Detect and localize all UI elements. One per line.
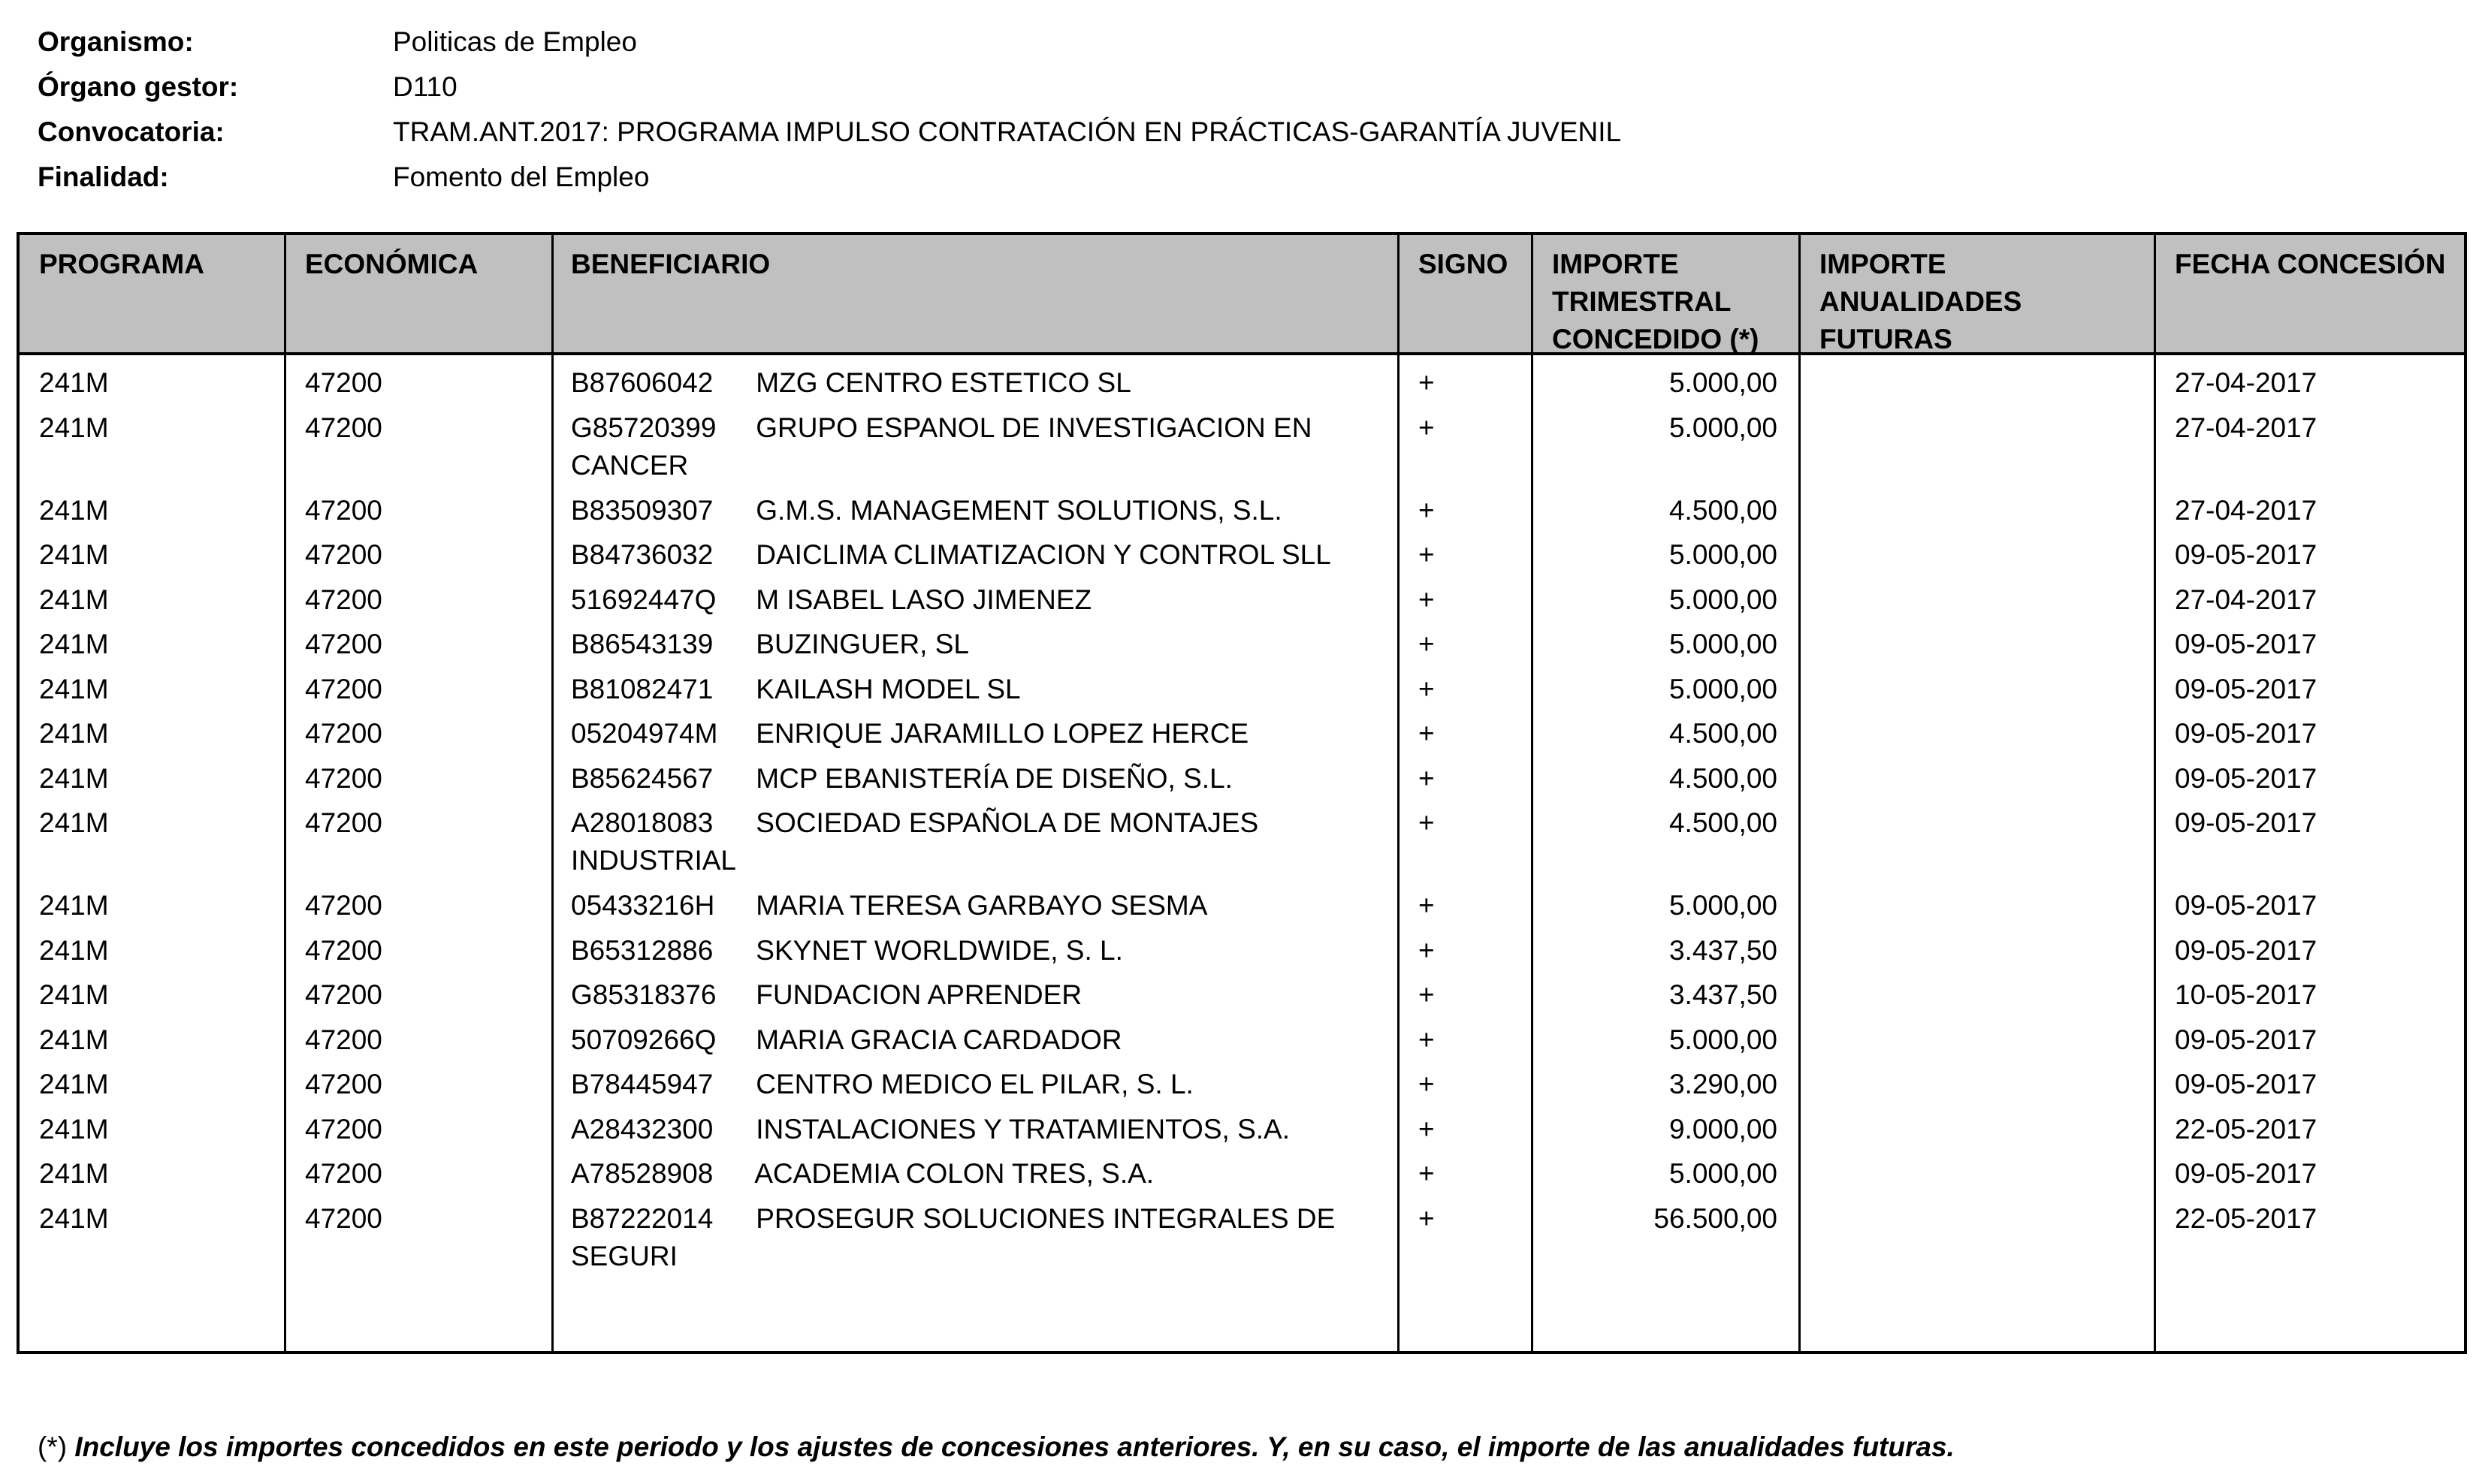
cell-signo: + — [1418, 584, 1435, 615]
beneficiario-nif: B86543139 — [571, 629, 714, 659]
column-header-importe-anualidades — [1819, 246, 2022, 358]
header-row-convocatoria — [38, 110, 2441, 155]
column-header-line: CONCEDIDO (*) — [1552, 324, 1759, 354]
beneficiario-nif: G85318376 — [571, 979, 717, 1010]
cell-importe: 5.000,00 — [1668, 1024, 1777, 1055]
cell-signo: + — [1418, 494, 1435, 526]
column-header-programa: PROGRAMA — [39, 249, 204, 279]
cell-beneficiario — [571, 1066, 1397, 1103]
cell-importe: 5.000,00 — [1668, 629, 1777, 659]
beneficiario-nombre: ACADEMIA COLON TRES, S.A. — [754, 1158, 1155, 1189]
header-row-organismo — [38, 20, 2441, 65]
cell-importe: 9.000,00 — [1668, 1113, 1777, 1145]
cell-programa: 241M — [39, 934, 109, 966]
cell-signo: + — [1418, 807, 1435, 838]
beneficiario-nombre: MARIA GRACIA CARDADOR — [756, 1024, 1122, 1055]
cell-economica: 47200 — [305, 718, 382, 749]
column-divider — [551, 235, 554, 1351]
header-row-finalidad — [38, 155, 2441, 200]
column-header-importe-trimestral — [1552, 246, 1759, 358]
cell-fecha: 10-05-2017 — [2175, 979, 2317, 1010]
footnote-text: Incluye los importes concedidos en este periodo y los ajustes de concesiones anteriores. Y, en su caso, el importe de las anualidades futuras. — [74, 1431, 1955, 1462]
beneficiario-nombre-continued: SEGURI — [571, 1240, 678, 1271]
cell-importe: 5.000,00 — [1668, 367, 1777, 398]
column-divider — [1397, 235, 1400, 1351]
beneficiario-nombre: FUNDACION APRENDER — [756, 979, 1082, 1010]
column-header-fecha: FECHA CONCESIÓN — [2175, 249, 2446, 279]
beneficiario-nombre-continued: INDUSTRIAL — [571, 845, 736, 876]
beneficiario-nif: B85624567 — [571, 762, 714, 794]
cell-economica: 47200 — [305, 1202, 382, 1234]
cell-signo: + — [1418, 367, 1435, 398]
footnote — [38, 1431, 1955, 1463]
column-divider — [2154, 235, 2156, 1351]
cell-beneficiario — [571, 1111, 1397, 1148]
cell-beneficiario — [571, 492, 1397, 529]
beneficiario-line — [571, 932, 1397, 970]
cell-importe: 4.500,00 — [1668, 807, 1777, 838]
cell-beneficiario — [571, 932, 1397, 970]
beneficiario-nombre: INSTALACIONES Y TRATAMIENTOS, S.A. — [756, 1113, 1290, 1145]
cell-programa: 241M — [39, 412, 109, 443]
beneficiario-nombre: SOCIEDAD ESPAÑOLA DE MONTAJES — [756, 807, 1259, 838]
cell-fecha: 09-05-2017 — [2175, 934, 2317, 966]
beneficiario-nif: B65312886 — [571, 934, 714, 966]
cell-signo: + — [1418, 673, 1435, 704]
cell-importe: 5.000,00 — [1668, 890, 1777, 921]
cell-beneficiario — [571, 715, 1397, 753]
cell-beneficiario — [571, 1200, 1397, 1275]
header-label: Organismo: — [38, 26, 194, 57]
header-value: Politicas de Empleo — [393, 26, 637, 57]
cell-economica: 47200 — [305, 890, 382, 921]
cell-programa: 241M — [39, 1158, 109, 1189]
header-value: D110 — [393, 71, 457, 102]
column-header-line: IMPORTE — [1552, 249, 1679, 279]
beneficiario-nombre-continued: CANCER — [571, 449, 689, 481]
cell-beneficiario — [571, 760, 1397, 798]
cell-economica: 47200 — [305, 934, 382, 966]
cell-fecha: 09-05-2017 — [2175, 673, 2317, 704]
cell-fecha: 09-05-2017 — [2175, 718, 2317, 749]
header-label: Finalidad: — [38, 161, 169, 192]
beneficiario-nif: A78528908 — [571, 1158, 714, 1189]
beneficiario-line — [571, 1155, 1397, 1193]
cell-programa: 241M — [39, 629, 109, 659]
cell-fecha: 09-05-2017 — [2175, 1069, 2317, 1099]
cell-importe: 4.500,00 — [1668, 494, 1777, 526]
table-header — [20, 235, 2464, 355]
beneficiario-line — [571, 536, 1397, 574]
beneficiario-nombre: DAICLIMA CLIMATIZACION Y CONTROL SLL — [756, 539, 1331, 570]
beneficiario-nif: A28432300 — [571, 1113, 714, 1145]
cell-programa: 241M — [39, 1202, 109, 1234]
cell-signo: + — [1418, 1069, 1435, 1099]
column-header-line: TRIMESTRAL — [1552, 286, 1732, 317]
beneficiario-nif: 51692447Q — [571, 584, 717, 615]
cell-economica: 47200 — [305, 1158, 382, 1189]
cell-fecha: 09-05-2017 — [2175, 629, 2317, 659]
cell-beneficiario — [571, 671, 1397, 708]
cell-programa: 241M — [39, 890, 109, 921]
beneficiario-nif: 05204974M — [571, 718, 718, 749]
beneficiario-nombre: MZG CENTRO ESTETICO SL — [756, 367, 1131, 398]
cell-fecha: 22-05-2017 — [2175, 1202, 2317, 1234]
cell-beneficiario — [571, 1021, 1397, 1059]
cell-importe: 4.500,00 — [1668, 762, 1777, 794]
beneficiario-nombre: ENRIQUE JARAMILLO LOPEZ HERCE — [756, 718, 1249, 749]
concesiones-table — [17, 232, 2467, 1354]
cell-fecha: 09-05-2017 — [2175, 539, 2317, 570]
cell-economica: 47200 — [305, 762, 382, 794]
cell-signo: + — [1418, 934, 1435, 966]
cell-programa: 241M — [39, 1113, 109, 1145]
cell-signo: + — [1418, 1024, 1435, 1055]
cell-programa: 241M — [39, 673, 109, 704]
beneficiario-nif: B81082471 — [571, 673, 714, 704]
beneficiario-nif: 05433216H — [571, 890, 715, 921]
cell-importe: 3.437,50 — [1668, 979, 1777, 1010]
cell-programa: 241M — [39, 807, 109, 838]
beneficiario-line — [571, 671, 1397, 708]
cell-programa: 241M — [39, 718, 109, 749]
cell-importe: 56.500,00 — [1653, 1202, 1777, 1234]
cell-importe: 5.000,00 — [1668, 412, 1777, 443]
cell-beneficiario — [571, 409, 1397, 484]
column-divider — [1798, 235, 1801, 1351]
cell-beneficiario — [571, 364, 1397, 402]
column-header-line: FUTURAS — [1819, 324, 1952, 354]
beneficiario-nif: B87222014 — [571, 1202, 714, 1234]
cell-importe: 3.437,50 — [1668, 934, 1777, 966]
cell-economica: 47200 — [305, 807, 382, 838]
cell-fecha: 22-05-2017 — [2175, 1113, 2317, 1145]
cell-programa: 241M — [39, 367, 109, 398]
beneficiario-line — [571, 760, 1397, 798]
beneficiario-nombre: KAILASH MODEL SL — [756, 673, 1021, 704]
cell-programa: 241M — [39, 762, 109, 794]
beneficiario-nif: B78445947 — [571, 1069, 714, 1099]
cell-programa: 241M — [39, 584, 109, 615]
header-label: Convocatoria: — [38, 116, 225, 147]
beneficiario-line — [571, 1111, 1397, 1148]
cell-beneficiario — [571, 626, 1397, 663]
cell-fecha: 09-05-2017 — [2175, 1158, 2317, 1189]
beneficiario-nif: A28018083 — [571, 807, 714, 838]
document-header — [38, 20, 2441, 200]
cell-signo: + — [1418, 1202, 1435, 1234]
cell-economica: 47200 — [305, 1069, 382, 1099]
column-divider — [284, 235, 286, 1351]
column-header-economica: ECONÓMICA — [305, 249, 479, 279]
cell-importe: 5.000,00 — [1668, 584, 1777, 615]
header-value: TRAM.ANT.2017: PROGRAMA IMPULSO CONTRATACIÓN EN PRÁCTICAS-GARANTÍA JUVENIL — [393, 116, 1622, 147]
beneficiario-nif: B87606042 — [571, 367, 714, 398]
cell-signo: + — [1418, 629, 1435, 659]
cell-economica: 47200 — [305, 412, 382, 443]
cell-signo: + — [1418, 979, 1435, 1010]
column-divider — [1531, 235, 1533, 1351]
cell-fecha: 09-05-2017 — [2175, 807, 2317, 838]
cell-programa: 241M — [39, 979, 109, 1010]
cell-signo: + — [1418, 718, 1435, 749]
beneficiario-nombre: M ISABEL LASO JIMENEZ — [756, 584, 1092, 615]
footnote-marker: (*) — [38, 1431, 68, 1462]
cell-programa: 241M — [39, 494, 109, 526]
cell-beneficiario — [571, 976, 1397, 1014]
beneficiario-nombre: SKYNET WORLDWIDE, S. L. — [756, 934, 1123, 966]
cell-importe: 5.000,00 — [1668, 673, 1777, 704]
cell-economica: 47200 — [305, 539, 382, 570]
beneficiario-nif: B84736032 — [571, 539, 714, 570]
cell-economica: 47200 — [305, 673, 382, 704]
cell-economica: 47200 — [305, 494, 382, 526]
cell-beneficiario — [571, 887, 1397, 924]
header-label: Órgano gestor: — [38, 71, 239, 102]
beneficiario-line — [571, 1066, 1397, 1103]
beneficiario-line — [571, 626, 1397, 663]
cell-economica: 47200 — [305, 367, 382, 398]
beneficiario-nombre: GRUPO ESPANOL DE INVESTIGACION EN — [756, 412, 1312, 443]
beneficiario-line — [571, 1200, 1397, 1238]
beneficiario-line — [571, 887, 1397, 924]
beneficiario-nombre: MARIA TERESA GARBAYO SESMA — [756, 890, 1208, 921]
cell-fecha: 27-04-2017 — [2175, 584, 2317, 615]
beneficiario-nombre: PROSEGUR SOLUCIONES INTEGRALES DE — [756, 1202, 1336, 1234]
beneficiario-line — [571, 409, 1397, 447]
beneficiario-nombre: BUZINGUER, SL — [756, 629, 969, 659]
cell-economica: 47200 — [305, 629, 382, 659]
column-header-line: IMPORTE — [1819, 249, 1946, 279]
cell-beneficiario — [571, 581, 1397, 619]
beneficiario-line — [571, 364, 1397, 402]
cell-signo: + — [1418, 1113, 1435, 1145]
beneficiario-line — [571, 804, 1397, 842]
cell-beneficiario — [571, 1155, 1397, 1193]
cell-importe: 5.000,00 — [1668, 539, 1777, 570]
cell-importe: 3.290,00 — [1668, 1069, 1777, 1099]
cell-fecha: 27-04-2017 — [2175, 367, 2317, 398]
cell-beneficiario — [571, 536, 1397, 574]
cell-economica: 47200 — [305, 979, 382, 1010]
cell-economica: 47200 — [305, 1024, 382, 1055]
cell-signo: + — [1418, 1158, 1435, 1189]
beneficiario-line — [571, 1021, 1397, 1059]
cell-signo: + — [1418, 539, 1435, 570]
cell-beneficiario — [571, 804, 1397, 879]
cell-signo: + — [1418, 412, 1435, 443]
column-header-beneficiario: BENEFICIARIO — [571, 249, 771, 279]
cell-importe: 5.000,00 — [1668, 1158, 1777, 1189]
cell-fecha: 27-04-2017 — [2175, 412, 2317, 443]
header-row-organo-gestor — [38, 65, 2441, 110]
cell-fecha: 09-05-2017 — [2175, 890, 2317, 921]
cell-importe: 4.500,00 — [1668, 718, 1777, 749]
cell-programa: 241M — [39, 1024, 109, 1055]
beneficiario-line — [571, 492, 1397, 529]
cell-fecha: 27-04-2017 — [2175, 494, 2317, 526]
beneficiario-nombre: G.M.S. MANAGEMENT SOLUTIONS, S.L. — [756, 494, 1282, 526]
column-header-line: ANUALIDADES — [1819, 286, 2022, 317]
cell-fecha: 09-05-2017 — [2175, 1024, 2317, 1055]
beneficiario-line — [571, 976, 1397, 1014]
cell-signo: + — [1418, 890, 1435, 921]
cell-economica: 47200 — [305, 584, 382, 615]
beneficiario-line — [571, 581, 1397, 619]
beneficiario-nombre: MCP EBANISTERÍA DE DISEÑO, S.L. — [756, 762, 1233, 794]
cell-fecha: 09-05-2017 — [2175, 762, 2317, 794]
cell-signo: + — [1418, 762, 1435, 794]
column-header-signo: SIGNO — [1418, 249, 1508, 279]
cell-economica: 47200 — [305, 1113, 382, 1145]
beneficiario-nombre: CENTRO MEDICO EL PILAR, S. L. — [756, 1069, 1194, 1099]
beneficiario-nif: G85720399 — [571, 412, 717, 443]
beneficiario-nif: B83509307 — [571, 494, 714, 526]
beneficiario-nif: 50709266Q — [571, 1024, 717, 1055]
header-value: Fomento del Empleo — [393, 161, 650, 192]
cell-programa: 241M — [39, 1069, 109, 1099]
beneficiario-line — [571, 715, 1397, 753]
cell-programa: 241M — [39, 539, 109, 570]
